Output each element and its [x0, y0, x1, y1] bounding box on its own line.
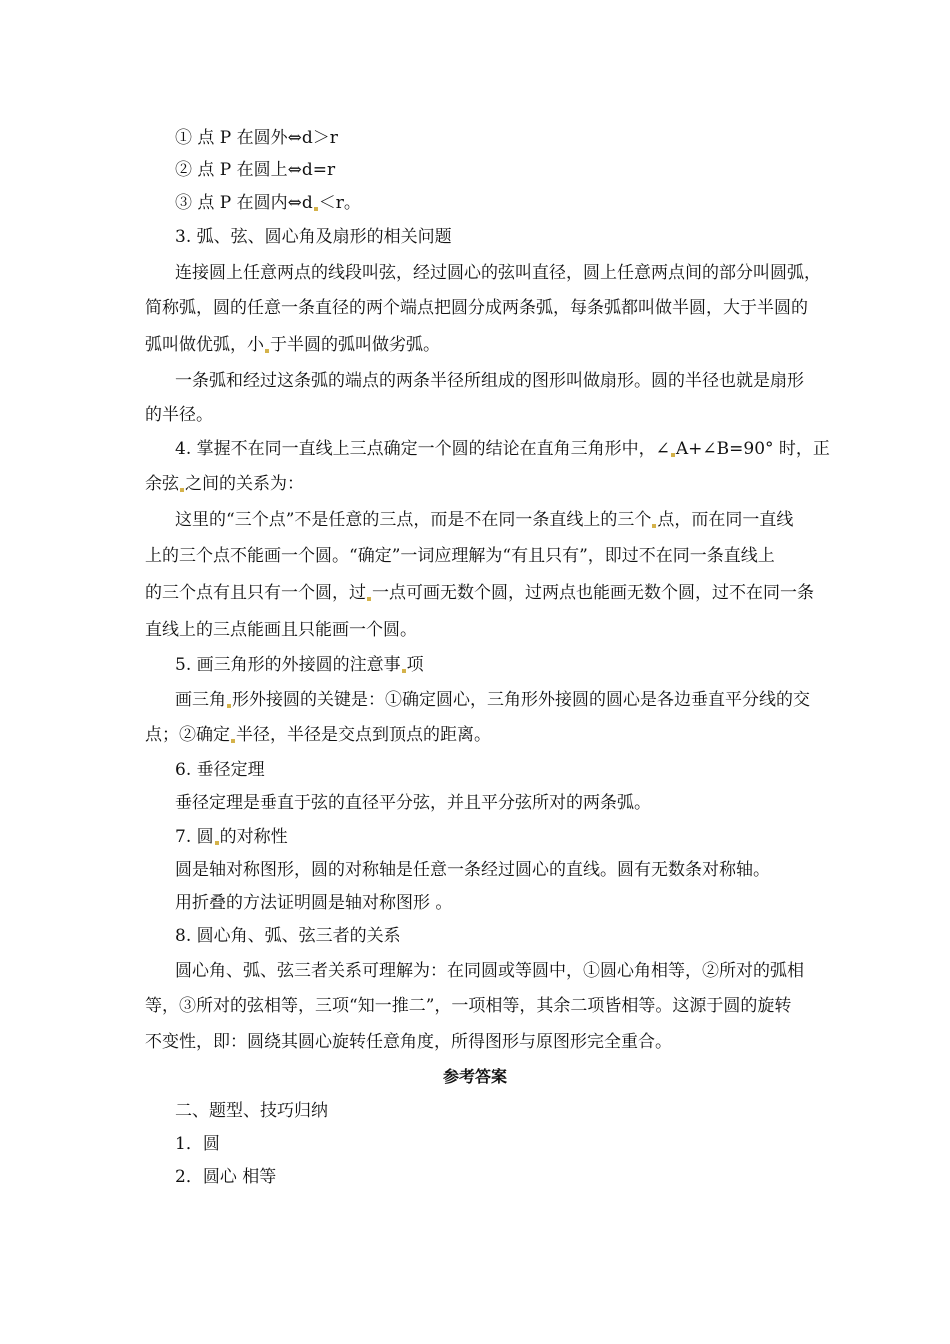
text-line: 垂径定理是垂直于弦的直径平分弦，并且平分弦所对的两条弧。	[175, 793, 651, 813]
text-line: 圆是轴对称图形，圆的对称轴是任意一条经过圆心的直线。圆有无数条对称轴。	[175, 860, 770, 880]
text-line: ② 点 P 在圆上⇔d=r	[175, 160, 336, 180]
text-line: 简称弧，圆的任意一条直径的两个端点把圆分成两条弧，每条弧都叫做半圆，大于半圆的	[145, 298, 808, 318]
text-line: 画三角 形外接圆的关键是：①确定圆心，三角形外接圆的圆心是各边垂直平分线的交	[175, 690, 810, 710]
text-line: 不变性，即：圆绕其圆心旋转任意角度，所得图形与原图形完全重合。	[145, 1032, 672, 1052]
text-line: 的三个点有且只有一个圆，过 一点可画无数个圆，过两点也能画无数个圆，过不在同一条	[145, 583, 814, 603]
edit-mark	[227, 704, 231, 708]
section-heading: 8. 圆心角、弧、弦三者的关系	[175, 926, 401, 946]
section-heading: 6. 垂径定理	[175, 760, 265, 780]
section-heading: 7. 圆 的对称性	[175, 827, 288, 847]
text-line: 圆心角、弧、弦三者关系可理解为：在同圆或等圆中，①圆心角相等，②所对的弧相	[175, 961, 804, 981]
answer-line: 1．圆	[175, 1134, 220, 1154]
edit-mark	[180, 488, 184, 492]
text-line: 点；②确定 半径，半径是交点到顶点的距离。	[145, 725, 491, 745]
edit-mark	[367, 597, 371, 601]
edit-mark	[671, 453, 675, 457]
edit-mark	[652, 524, 656, 528]
edit-mark	[265, 349, 269, 353]
text-line: 直线上的三点能画且只能画一个圆。	[145, 620, 417, 640]
section-heading: 4. 掌握不在同一直线上三点确定一个圆的结论在直角三角形中，∠ A+∠B=90° 时，正	[175, 439, 830, 459]
edit-mark	[215, 841, 219, 845]
text-line: ③ 点 P 在圆内⇔d ＜r。	[175, 193, 361, 213]
text-line: 这里的“三个点”不是任意的三点，而是不在同一条直线上的三个 点，而在同一直线	[175, 510, 794, 530]
text-line: 连接圆上任意两点的线段叫弦，经过圆心的弦叫直径，圆上任意两点间的部分叫圆弧，	[175, 263, 821, 283]
text-line: 上的三个点不能画一个圆。“确定”一词应理解为“有且只有”，即过不在同一条直线上	[145, 546, 775, 566]
text-line: 一条弧和经过这条弧的端点的两条半径所组成的图形叫做扇形。圆的半径也就是扇形	[175, 371, 804, 391]
answer-line: 二、题型、技巧归纳	[175, 1101, 328, 1121]
answers-title: 参考答案	[442, 1067, 507, 1086]
section-heading: 3. 弧、弦、圆心角及扇形的相关问题	[175, 227, 452, 247]
text-line: 用折叠的方法证明圆是轴对称图形 。	[175, 893, 453, 913]
edit-mark	[231, 739, 235, 743]
text-line: ① 点 P 在圆外⇔d＞r	[175, 128, 338, 148]
text-line: 等，③所对的弦相等，三项“知一推二”，一项相等，其余二项皆相等。这源于圆的旋转	[145, 996, 792, 1016]
edit-mark	[314, 207, 318, 211]
text-line: 的半径。	[145, 405, 213, 425]
edit-mark	[402, 669, 406, 673]
answer-line: 2．圆心 相等	[175, 1167, 277, 1187]
text-line: 弧叫做优弧，小 于半圆的弧叫做劣弧。	[145, 335, 440, 355]
text-line: 余弦 之间的关系为：	[145, 474, 304, 494]
section-heading: 5. 画三角形的外接圆的注意事 项	[175, 655, 424, 675]
